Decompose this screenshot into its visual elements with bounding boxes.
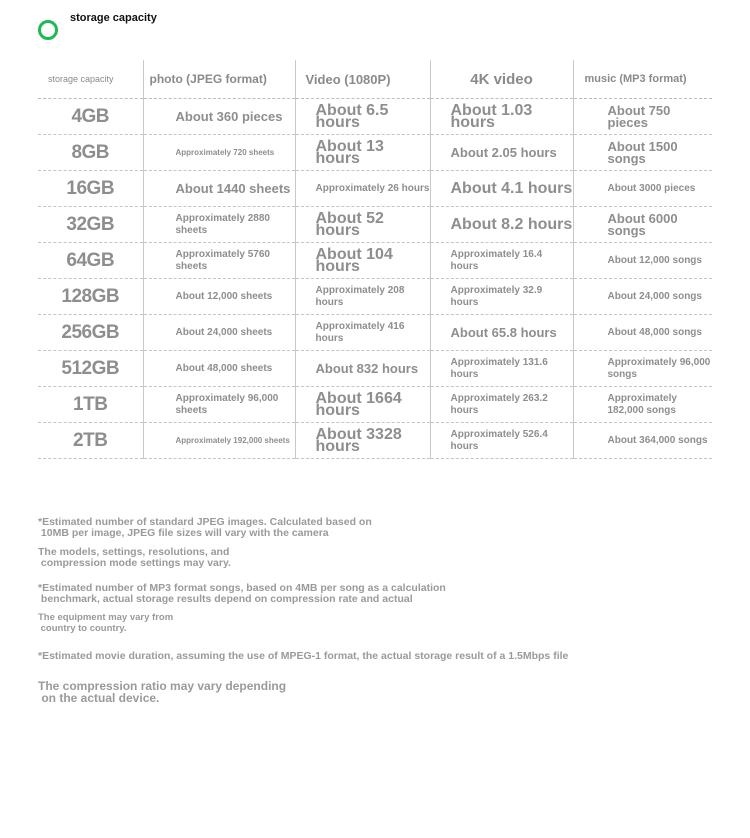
photo-cell: Approximately 720 sheets <box>143 135 295 171</box>
table-row <box>38 351 712 387</box>
table-row <box>38 423 712 459</box>
photo-cell: About 12,000 sheets <box>143 279 295 315</box>
music-cell: About 1500 songs <box>573 135 712 171</box>
k4-cell: Approximately 131.6 hours <box>430 351 573 387</box>
music-cell: About 364,000 songs <box>573 423 712 459</box>
note-movie: *Estimated movie duration, assuming the use of MPEG-1 format, the actual storage result of a 1.5Mbps file <box>38 650 569 662</box>
music-cell: About 24,000 songs <box>573 279 712 315</box>
k4-cell: About 8.2 hours <box>430 207 573 243</box>
table-row <box>38 99 712 135</box>
video-cell: About 104 hours <box>295 243 430 279</box>
col-header-4k: 4K video <box>430 60 573 99</box>
row-size: 512GB <box>38 351 143 387</box>
table-row <box>38 243 712 279</box>
row-size: 16GB <box>38 171 143 207</box>
music-cell: Approximately 182,000 songs <box>573 387 712 423</box>
note-jpeg: *Estimated number of standard JPEG images. Calculated based on 10MB per image, JPEG file sizes will vary with the camera <box>38 516 372 539</box>
video-cell: About 13 hours <box>295 135 430 171</box>
note-mp3-variation: The equipment may vary from country to country. <box>38 612 174 634</box>
row-size: 1TB <box>38 387 143 423</box>
col-header-photo: photo (JPEG format) <box>143 60 295 99</box>
row-size: 128GB <box>38 279 143 315</box>
music-cell: About 12,000 songs <box>573 243 712 279</box>
col-header-music: music (MP3 format) <box>573 60 712 99</box>
photo-cell: Approximately 96,000 sheets <box>143 387 295 423</box>
photo-cell: Approximately 2880 sheets <box>143 207 295 243</box>
col-header-video: Video (1080P) <box>295 60 430 99</box>
table-row <box>38 171 712 207</box>
video-cell: About 52 hours <box>295 207 430 243</box>
photo-cell: Approximately 192,000 sheets <box>143 423 295 459</box>
k4-cell: Approximately 16.4 hours <box>430 243 573 279</box>
photo-cell: About 24,000 sheets <box>143 315 295 351</box>
video-cell: Approximately 416 hours <box>295 315 430 351</box>
table-row <box>38 387 712 423</box>
page-title: storage capacity <box>70 12 157 24</box>
k4-cell: Approximately 32.9 hours <box>430 279 573 315</box>
video-cell: Approximately 26 hours <box>295 171 430 207</box>
music-cell: About 750 pieces <box>573 99 712 135</box>
row-size: 256GB <box>38 315 143 351</box>
music-cell: About 6000 songs <box>573 207 712 243</box>
k4-cell: Approximately 526.4 hours <box>430 423 573 459</box>
page-header <box>38 12 157 40</box>
k4-cell: About 2.05 hours <box>430 135 573 171</box>
capacity-table <box>38 60 712 459</box>
row-size: 64GB <box>38 243 143 279</box>
row-size: 4GB <box>38 99 143 135</box>
green-ring-icon <box>38 20 58 40</box>
table-row <box>38 315 712 351</box>
row-size: 32GB <box>38 207 143 243</box>
k4-cell: About 4.1 hours <box>430 171 573 207</box>
table-row <box>38 207 712 243</box>
col-header-capacity: storage capacity <box>38 60 143 99</box>
table-header-row <box>38 60 712 99</box>
photo-cell: Approximately 5760 sheets <box>143 243 295 279</box>
music-cell: Approximately 96,000 songs <box>573 351 712 387</box>
video-cell: About 6.5 hours <box>295 99 430 135</box>
note-mp3: *Estimated number of MP3 format songs, based on 4MB per song as a calculation benchmark, actual storage results depend on compression rate and actual <box>38 582 446 605</box>
row-size: 2TB <box>38 423 143 459</box>
note-movie-variation: The compression ratio may vary depending on the actual device. <box>38 679 287 705</box>
row-size: 8GB <box>38 135 143 171</box>
video-cell: Approximately 208 hours <box>295 279 430 315</box>
table-row <box>38 279 712 315</box>
photo-cell: About 1440 sheets <box>143 171 295 207</box>
video-cell: About 3328 hours <box>295 423 430 459</box>
video-cell: About 1664 hours <box>295 387 430 423</box>
table-row <box>38 135 712 171</box>
photo-cell: About 48,000 sheets <box>143 351 295 387</box>
k4-cell: Approximately 263.2 hours <box>430 387 573 423</box>
music-cell: About 48,000 songs <box>573 315 712 351</box>
photo-cell: About 360 pieces <box>143 99 295 135</box>
video-cell: About 832 hours <box>295 351 430 387</box>
k4-cell: About 65.8 hours <box>430 315 573 351</box>
k4-cell: About 1.03 hours <box>430 99 573 135</box>
music-cell: About 3000 pieces <box>573 171 712 207</box>
note-jpeg-variation: The models, settings, resolutions, and compression mode settings may vary. <box>38 546 231 569</box>
